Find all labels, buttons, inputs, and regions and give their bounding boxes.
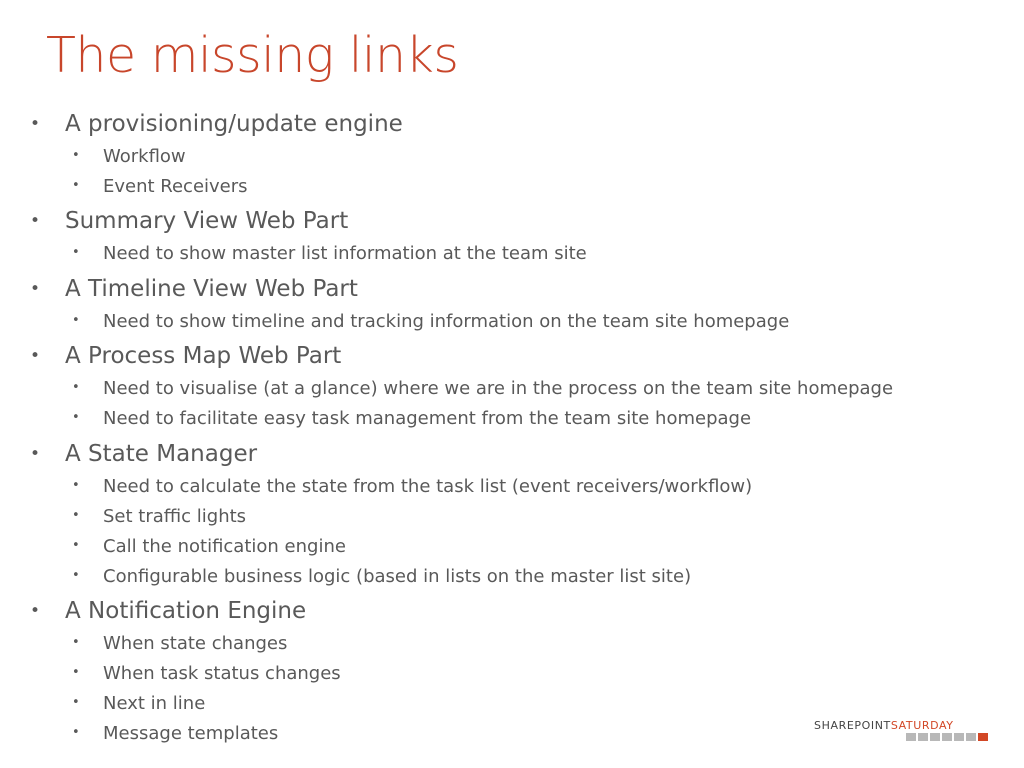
logo-block xyxy=(906,733,916,741)
logo-block xyxy=(942,733,952,741)
logo-block xyxy=(954,733,964,741)
bullet-icon: • xyxy=(72,635,80,650)
sub-list-item-text: Call the notification engine xyxy=(103,536,346,557)
sub-list-item-text: Event Receivers xyxy=(103,176,248,197)
bullet-icon: • xyxy=(72,568,80,583)
list-item-text: A provisioning/update engine xyxy=(65,111,403,137)
bullet-icon: • xyxy=(30,211,41,231)
sub-list-item-text: Need to show master list information at the team site xyxy=(103,243,587,264)
bullet-icon: • xyxy=(30,114,41,134)
logo-blocks xyxy=(906,733,988,741)
logo-block xyxy=(966,733,976,741)
logo-block xyxy=(918,733,928,741)
bullet-icon: • xyxy=(72,478,80,493)
sub-list-item-text: Need to visualise (at a glance) where we are in the process on the team site homepage xyxy=(103,378,894,399)
list-item-text: A State Manager xyxy=(65,441,258,467)
bullet-icon: • xyxy=(72,178,80,193)
bullet-icon: • xyxy=(30,444,41,464)
sub-list-item-text: Workflow xyxy=(103,146,186,167)
bullet-icon: • xyxy=(72,725,80,740)
sub-list-item-text: Next in line xyxy=(103,693,206,714)
logo-block xyxy=(930,733,940,741)
slide-title: The missing links xyxy=(46,27,459,84)
bullet-icon: • xyxy=(30,279,41,299)
bullet-icon: • xyxy=(72,380,80,395)
list-item-text: A Timeline View Web Part xyxy=(65,276,358,302)
bullet-icon: • xyxy=(72,313,80,328)
bullet-icon: • xyxy=(72,410,80,425)
list-item-text: A Process Map Web Part xyxy=(65,343,342,369)
logo-text-saturday: SATURDAY xyxy=(890,719,954,732)
bullet-icon: • xyxy=(72,148,80,163)
sub-list-item-text: When task status changes xyxy=(103,663,341,684)
sub-list-item-text: Configurable business logic (based in lists on the master list site) xyxy=(103,566,692,587)
sub-list-item-text: When state changes xyxy=(103,633,288,654)
bullet-icon: • xyxy=(30,601,41,621)
bullet-icon: • xyxy=(72,665,80,680)
sub-list-item-text: Set traffic lights xyxy=(103,506,247,527)
sub-list-item-text: Need to show timeline and tracking information on the team site homepage xyxy=(103,311,790,332)
logo-text-sharepoint: SHAREPOINT xyxy=(814,719,891,732)
bullet-icon: • xyxy=(72,538,80,553)
sub-list-item-text: Need to calculate the state from the task list (event receivers/workflow) xyxy=(103,476,753,497)
bullet-icon: • xyxy=(72,508,80,523)
sharepoint-saturday-logo xyxy=(814,719,984,745)
logo-block-accent xyxy=(978,733,988,741)
list-item-text: A Notification Engine xyxy=(65,598,307,624)
bullet-icon: • xyxy=(72,695,80,710)
sub-list-item-text: Need to facilitate easy task management from the team site homepage xyxy=(103,408,752,429)
sub-list-item-text: Message templates xyxy=(103,723,279,744)
list-item-text: Summary View Web Part xyxy=(65,208,349,234)
logo-text xyxy=(814,719,954,732)
bullet-icon: • xyxy=(30,346,41,366)
bullet-icon: • xyxy=(72,245,80,260)
